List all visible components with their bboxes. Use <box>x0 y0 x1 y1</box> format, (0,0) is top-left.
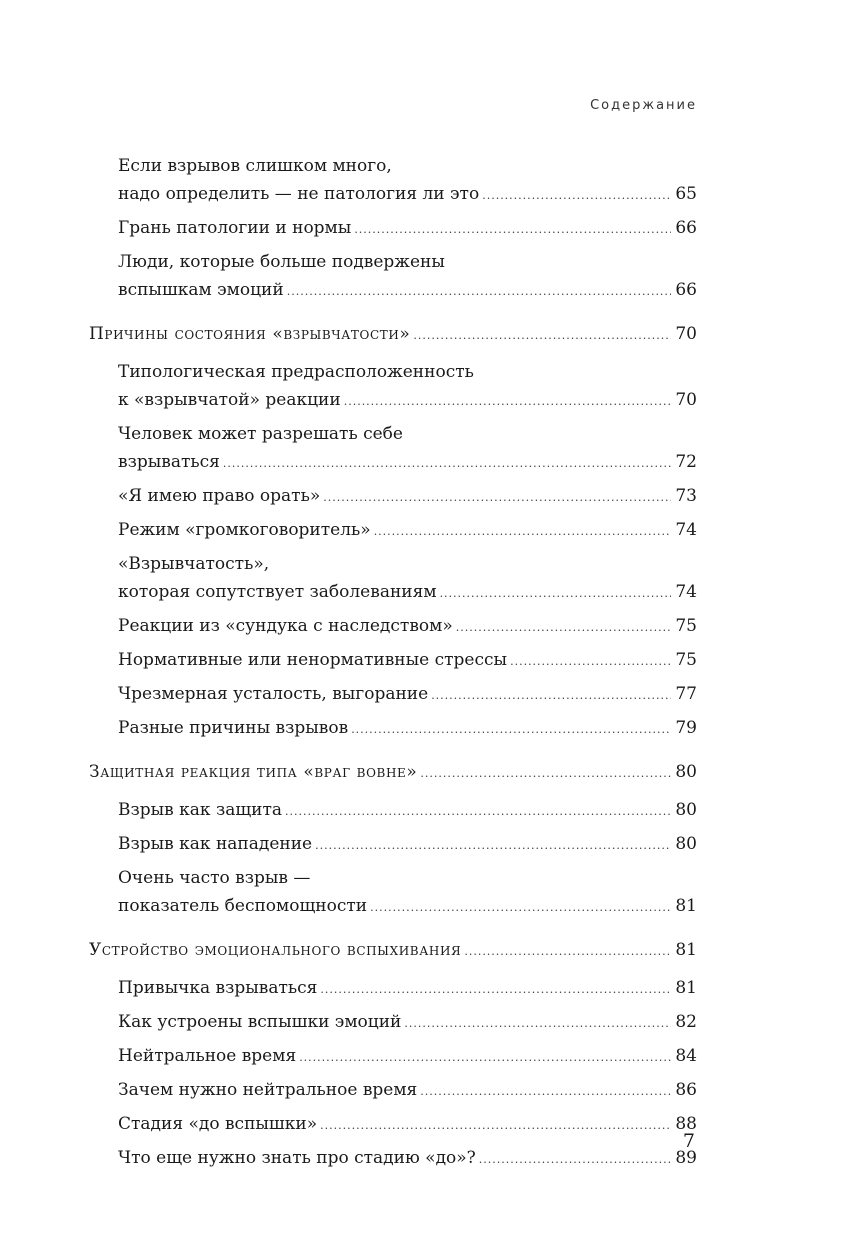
toc-page-number: 84 <box>675 1046 697 1066</box>
toc-page-number: 65 <box>675 184 697 204</box>
toc-entry[interactable] <box>118 680 697 710</box>
toc-entry-title: Как устроены вспышки эмоций <box>118 1012 402 1032</box>
toc-page-number: 81 <box>675 940 697 960</box>
dot-leader <box>482 182 671 210</box>
toc-entry[interactable] <box>118 612 697 642</box>
toc-page-number: 66 <box>675 218 697 238</box>
toc-entry-title: надо определить — не патология ли это <box>118 184 480 204</box>
toc-entry[interactable] <box>118 152 697 210</box>
toc-entry[interactable] <box>118 796 697 826</box>
toc-page-number: 80 <box>675 800 697 820</box>
toc-chapter-title: Устройство эмоционального вспыхивания <box>89 940 462 960</box>
toc-entry-title: Привычка взрываться <box>118 978 318 998</box>
dot-leader <box>320 976 671 1004</box>
toc-entry-title: «Я имею право орать» <box>118 486 321 506</box>
toc-entry-title-line1: Очень часто взрыв — <box>118 868 311 888</box>
toc-entry-title-line1: Люди, которые больше подвержены <box>118 252 445 272</box>
page-number: 7 <box>682 1130 695 1152</box>
toc-entry-title: к «взрывчатой» реакции <box>118 390 341 410</box>
toc-entry-title: Нормативные или ненормативные стрессы <box>118 650 508 670</box>
toc-page-number: 77 <box>675 684 697 704</box>
dot-leader <box>431 682 671 710</box>
toc-entry[interactable] <box>118 864 697 922</box>
dot-leader <box>320 1112 671 1140</box>
toc-chapter-title: Причины состояния «взрывчатости» <box>89 324 411 344</box>
toc-entry-title: Взрыв как нападение <box>118 834 313 854</box>
toc-page-number: 81 <box>675 896 697 916</box>
dot-leader <box>315 832 671 860</box>
dot-leader <box>440 580 671 608</box>
toc-entry[interactable] <box>118 1110 697 1140</box>
toc-page-number: 80 <box>675 834 697 854</box>
toc-entry-title: Нейтральное время <box>118 1046 297 1066</box>
toc-entry-title: Разные причины взрывов <box>118 718 349 738</box>
dot-leader <box>370 894 671 922</box>
toc-page-number: 82 <box>675 1012 697 1032</box>
toc-entry[interactable] <box>118 1008 697 1038</box>
toc-entry-title: показатель беспомощности <box>118 896 368 916</box>
toc-entry[interactable] <box>118 358 697 416</box>
toc-entry[interactable] <box>118 420 697 478</box>
dot-leader <box>351 716 671 744</box>
toc-chapter-entry[interactable] <box>89 320 697 350</box>
toc-entry-title-line1: Если взрывов слишком много, <box>118 156 392 176</box>
dot-leader <box>420 1078 671 1106</box>
toc-page-number: 73 <box>675 486 697 506</box>
toc-page-number: 75 <box>675 650 697 670</box>
toc-entry[interactable] <box>118 550 697 608</box>
toc-chapter-title: Защитная реакция типа «враг вовне» <box>89 762 418 782</box>
toc-entry[interactable] <box>118 1144 697 1174</box>
dot-leader <box>420 760 671 788</box>
dot-leader <box>374 518 671 546</box>
toc-entry[interactable] <box>118 482 697 512</box>
toc-page-number: 88 <box>675 1114 697 1134</box>
toc-page-number: 81 <box>675 978 697 998</box>
toc-entry-title: которая сопутствует заболеваниям <box>118 582 437 602</box>
dot-leader <box>404 1010 671 1038</box>
toc-entry[interactable] <box>118 214 697 244</box>
toc-entry-title: Реакции из «сундука с наследством» <box>118 616 453 636</box>
toc-page-number: 86 <box>675 1080 697 1100</box>
table-of-contents <box>89 152 697 1178</box>
toc-entry-title: вспышкам эмоций <box>118 280 284 300</box>
toc-entry-title: Зачем нужно нейтральное время <box>118 1080 418 1100</box>
dot-leader <box>456 614 671 642</box>
dot-leader <box>223 450 671 478</box>
dot-leader <box>510 648 671 676</box>
toc-page-number: 89 <box>675 1148 697 1168</box>
toc-entry[interactable] <box>118 974 697 1004</box>
toc-chapter-entry[interactable] <box>89 936 697 966</box>
dot-leader <box>354 216 671 244</box>
dot-leader <box>285 798 671 826</box>
toc-chapter-entry[interactable] <box>89 758 697 788</box>
dot-leader <box>464 938 671 966</box>
toc-page-number: 66 <box>675 280 697 300</box>
running-head: Содержание <box>590 98 697 113</box>
toc-entry-first-line <box>118 152 697 180</box>
toc-page-number: 79 <box>675 718 697 738</box>
dot-leader <box>323 484 671 512</box>
toc-entry-title: Режим «громкоговоритель» <box>118 520 371 540</box>
dot-leader <box>413 322 671 350</box>
toc-entry[interactable] <box>118 646 697 676</box>
toc-page-number: 80 <box>675 762 697 782</box>
dot-leader <box>299 1044 671 1072</box>
toc-entry[interactable] <box>118 1042 697 1072</box>
toc-entry-title: Взрыв как защита <box>118 800 283 820</box>
toc-entry-title-line1: Типологическая предрасположенность <box>118 362 474 382</box>
dot-leader <box>344 388 671 416</box>
toc-page-number: 70 <box>675 390 697 410</box>
toc-entry-title-line1: «Взрывчатость», <box>118 554 270 574</box>
toc-entry[interactable] <box>118 830 697 860</box>
toc-entry[interactable] <box>118 248 697 306</box>
toc-page-number: 70 <box>675 324 697 344</box>
toc-page-number: 74 <box>675 582 697 602</box>
toc-entry-title: взрываться <box>118 452 220 472</box>
toc-entry[interactable] <box>118 516 697 546</box>
toc-entry[interactable] <box>118 1076 697 1106</box>
toc-page-number: 74 <box>675 520 697 540</box>
toc-entry[interactable] <box>118 714 697 744</box>
toc-entry-title-line1: Человек может разрешать себе <box>118 424 403 444</box>
toc-entry-title: Чрезмерная усталость, выгорание <box>118 684 429 704</box>
toc-entry-title: Грань патологии и нормы <box>118 218 352 238</box>
toc-page-number: 75 <box>675 616 697 636</box>
toc-entry-title: Стадия «до вспышки» <box>118 1114 318 1134</box>
dot-leader <box>479 1146 671 1174</box>
toc-entry-title: Что еще нужно знать про стадию «до»? <box>118 1148 476 1168</box>
dot-leader <box>287 278 671 306</box>
toc-page-number: 72 <box>675 452 697 472</box>
